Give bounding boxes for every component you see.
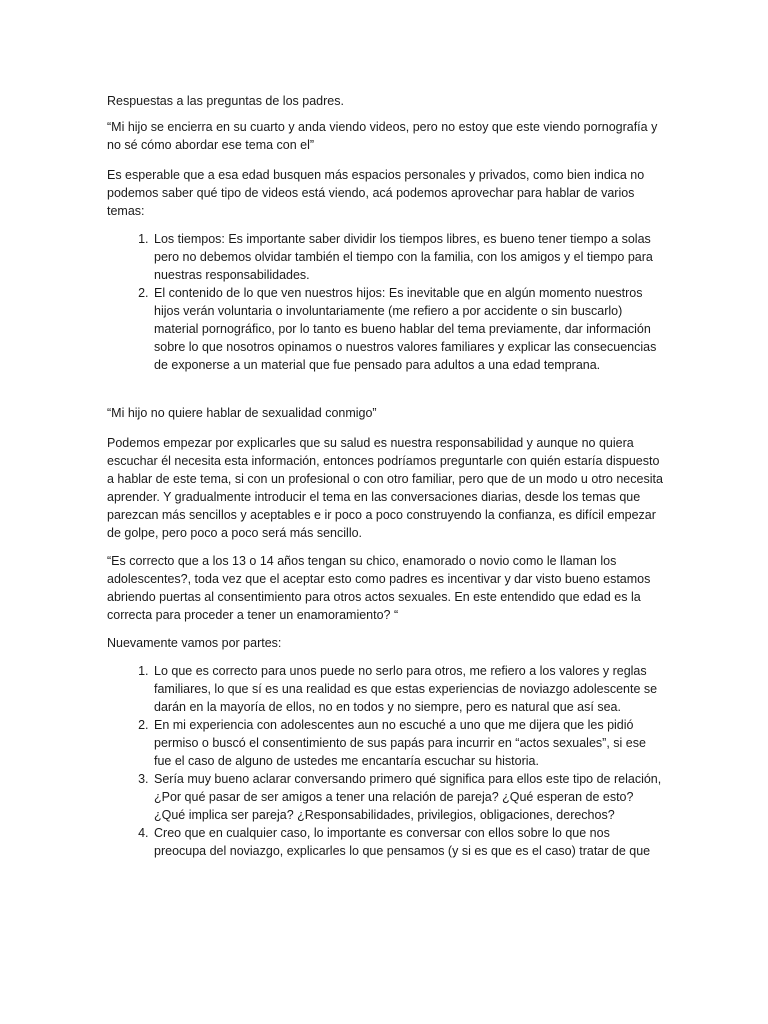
question-2-answer: Podemos empezar por explicarles que su salud es nuestra responsabilidad y aunque no quiera escuchar él necesita esta información, entonces podríamos preguntarle con quién estaría dispuesto a hablar de este tema, si con un profesional o con otro familiar, pero que de un modo u otro necesita aprender. Y gradualmente introducir el tema en las conversaciones diarias, desde los temas que parezcan más sencillos y aceptables e ir poco a poco construyendo la confianza, es difícil empezar de golpe, pero poco a poco será más sencillo. xyxy=(107,436,663,540)
list-item: 4. Creo que en cualquier caso, lo importante es conversar con ellos sobre lo que nos preocupa del noviazgo, explicarles lo que pensamos (y si es que es el caso) tratar de que xyxy=(152,824,664,860)
question-2-quote: “Mi hijo no quiere hablar de sexualidad conmigo” xyxy=(107,406,377,420)
question-3-list xyxy=(107,662,664,860)
list-item: 2. El contenido de lo que ven nuestros hijos: Es inevitable que en algún momento nuestros hijos verán voluntaria o involuntariamente (me refiero a por accidente o sin buscarlo) material pornográfico, por lo tanto es bueno hablar del tema previamente, dar información sobre lo que nosotros opinamos o nuestros valores familiares y explicar las consecuencias de exponerse a un material que fue pensado para adultos a una edad temprana. xyxy=(152,284,664,374)
list-item: 1. Lo que es correcto para unos puede no serlo para otros, me refiero a los valores y reglas familiares, lo que sí es una realidad es que estas experiencias de noviazgo adolescente se darán en la mayoría de ellos, no en todos y no siempre, pero es natural que así sea. xyxy=(152,662,664,716)
list-item: 1. Los tiempos: Es importante saber dividir los tiempos libres, es bueno tener tiempo a solas pero no debemos olvidar también el tiempo con la familia, con los amigos y el tiempo para nuestras responsabilidades. xyxy=(152,230,664,284)
question-3-quote: “Es correcto que a los 13 o 14 años tengan su chico, enamorado o novio como le llaman los adolescentes?, toda vez que el aceptar esto como padres es incentivar y dar visto bueno estamos abriendo puertas al consentimiento para otros actos sexuales. En este entendido que edad es la correcta para proceder a tener un enamoramiento? “ xyxy=(107,554,651,622)
question-1-intro: Es esperable que a esa edad busquen más espacios personales y privados, como bien indica no podemos saber qué tipo de videos está viendo, acá podemos aprovechar para hablar de varios temas: xyxy=(107,168,645,218)
question-1-quote: “Mi hijo se encierra en su cuarto y anda viendo videos, pero no estoy que este viendo pornografía y no sé cómo abordar ese tema con el” xyxy=(107,120,658,152)
spacer xyxy=(107,384,664,404)
question-1-list xyxy=(107,230,664,374)
question-3-intro: Nuevamente vamos por partes: xyxy=(107,636,282,650)
list-item: 2. En mi experiencia con adolescentes aun no escuché a uno que me dijera que les pidió permiso o buscó el consentimiento de sus papás para incurrir en “actos sexuales”, si ese fue el caso de alguno de ustedes me encantaría escuchar su historia. xyxy=(152,716,664,770)
list-item: 3. Sería muy bueno aclarar conversando primero qué significa para ellos este tipo de relación, ¿Por qué pasar de ser amigos a tener una relación de pareja? ¿Qué esperan de esto? ¿Qué implica ser pareja? ¿Responsabilidades, privilegios, obligaciones, derechos? xyxy=(152,770,664,824)
document-title: Respuestas a las preguntas de los padres. xyxy=(107,94,344,108)
